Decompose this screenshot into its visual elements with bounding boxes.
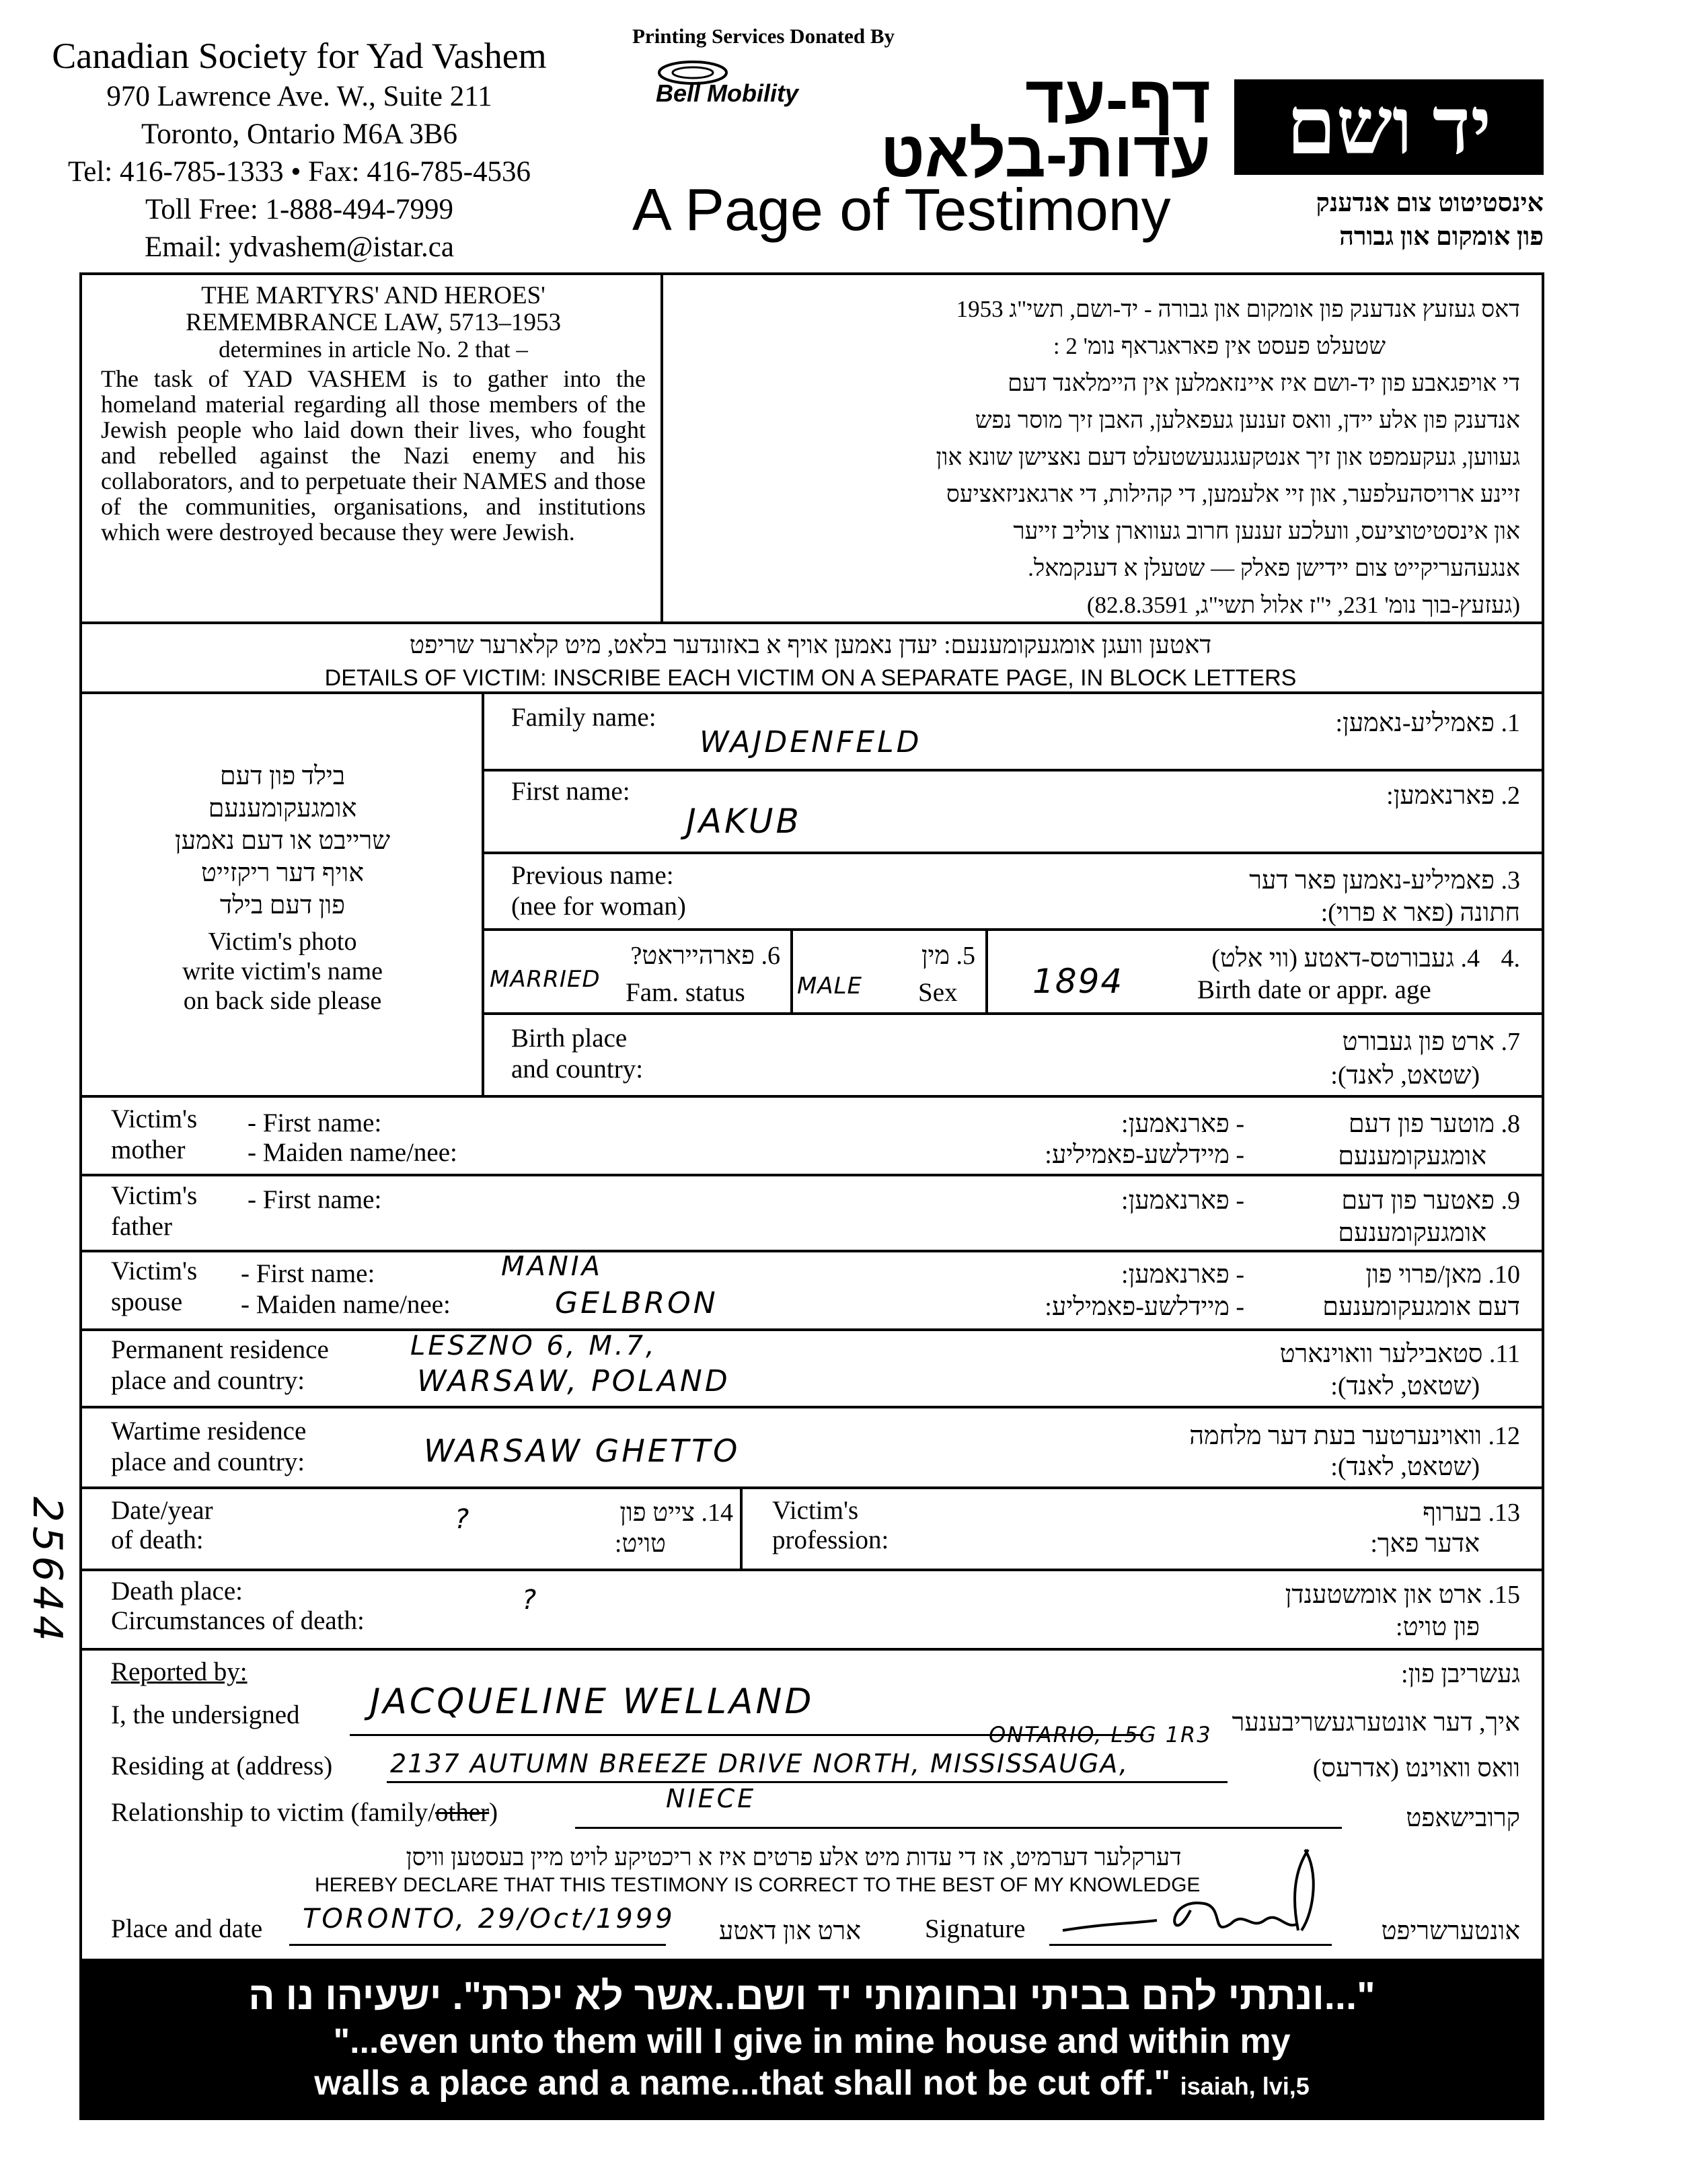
spouse-first-field[interactable]: MANIA xyxy=(501,1251,603,1282)
death-date-label: Date/year xyxy=(111,1496,213,1525)
previous-name-hebrew-2: חתונה (פאר א פרוי): xyxy=(1320,899,1520,927)
first-name-hebrew: 2. פארנאמען: xyxy=(1386,782,1520,810)
org-address1: 970 Lawrence Ave. W., Suite 211 xyxy=(106,81,492,112)
sponsor-donated: Printing Services Donated By xyxy=(632,24,895,48)
spouse-hebrew-1: 10. מאן/פרוי פון xyxy=(1365,1260,1520,1289)
stamp-number: 25644 xyxy=(24,1497,71,1645)
permanent-residence-sub-label: place and country: xyxy=(111,1366,305,1395)
scripture-banner xyxy=(79,1959,1544,2120)
fam-status-label: Fam. status xyxy=(626,978,745,1007)
father-first-label: - First name: xyxy=(248,1185,382,1214)
father-first-hebrew: - פארנאמען: xyxy=(1121,1187,1244,1215)
wartime-residence-hebrew-1: 12. וואוינערטער בעת דער מלחמה xyxy=(1189,1422,1520,1450)
photo-english-line: on back side please xyxy=(183,987,382,1015)
signature-hebrew: אונטערשריפט xyxy=(1381,1917,1520,1945)
permanent-residence-hebrew-2: (שטאט, לאנד): xyxy=(1330,1372,1480,1400)
sex-hebrew: 5. מין xyxy=(921,942,975,970)
sex-label: Sex xyxy=(918,978,958,1007)
profession-field[interactable] xyxy=(962,1507,1231,1540)
declaration-english: HEREBY DECLARE THAT THIS TESTIMONY IS CORRECT TO THE BEST OF MY KNOWLEDGE xyxy=(315,1874,1201,1896)
law-hebrew-line: אנדענק פון אלע יידן, וואס זענען געפאלען, האבן זיך מוסר נפש xyxy=(975,407,1520,433)
profession-hebrew-1: 13. בערוף xyxy=(1423,1499,1520,1527)
previous-name-label: Previous name: xyxy=(511,861,674,890)
spouse-first-label: - First name: xyxy=(241,1259,375,1288)
place-date-field[interactable]: TORONTO, 29/Oct/1999 xyxy=(303,1904,675,1934)
mother-hebrew-2: אומגעקומענעם xyxy=(1338,1142,1486,1170)
reporter-address-field[interactable]: 2137 AUTUMN BREEZE DRIVE NORTH, MISSISSAUGA, xyxy=(390,1749,1129,1778)
birth-date-field[interactable]: 1894 xyxy=(1032,962,1124,1001)
spouse-side-label-1: Victim's xyxy=(111,1256,198,1285)
law-title-2: REMEMBRANCE LAW, 5713–1953 xyxy=(186,309,561,336)
first-name-field[interactable]: JAKUB xyxy=(686,802,802,841)
signature-field[interactable] xyxy=(1049,1830,1332,1951)
org-name: Canadian Society for Yad Vashem xyxy=(52,36,547,76)
law-hebrew-line: (געזעץ-בוך נומ' 231, י"ז אלול תשי"ג, 82.8.3591) xyxy=(1086,592,1520,618)
reported-by-label: Reported by: xyxy=(111,1657,248,1686)
fam-status-hebrew: 6. פארהייראט? xyxy=(630,942,780,970)
spouse-maiden-label: - Maiden name/nee: xyxy=(241,1290,451,1319)
place-date-hebrew: ארט און דאטע xyxy=(718,1917,861,1945)
banner-hebrew: "...ונתתי להם בביתי ובחומותי יד ושם..אשר לא יכרת". ישעיהו נו ה xyxy=(248,1974,1375,2018)
law-title-3: determines in article No. 2 that – xyxy=(219,336,528,363)
details-header xyxy=(82,624,1539,693)
death-place-hebrew-1: 15. ארט און אומשטענדן xyxy=(1285,1581,1520,1609)
law-title-1: THE MARTYRS' AND HEROES' xyxy=(201,282,545,309)
wartime-residence-label: Wartime residence xyxy=(111,1417,307,1445)
profession-label: Victim's xyxy=(772,1496,859,1525)
birth-place-hebrew-1: 7. ארט פון געבורט xyxy=(1342,1028,1520,1056)
relationship-field[interactable]: NIECE xyxy=(666,1784,757,1813)
fam-status-field[interactable]: MARRIED xyxy=(490,966,601,993)
father-hebrew-1: 9. פאטער פון דעם xyxy=(1341,1187,1520,1215)
org-tollfree: Toll Free: 1-888-494-7999 xyxy=(145,194,453,225)
law-hebrew-line: שטעלט פעסט אין פאראגראף נומ' 2 : xyxy=(1053,333,1386,359)
first-name-label: First name: xyxy=(511,777,630,806)
wartime-residence-sub-label: place and country: xyxy=(111,1447,305,1476)
law-hebrew xyxy=(673,291,1520,624)
mother-maiden-hebrew: - מיידלשע-פאמיליע: xyxy=(1045,1141,1244,1169)
logo-sub-1: אינסטיטוט צום אנדענק xyxy=(1316,189,1544,217)
org-email: Email: ydvashem@istar.ca xyxy=(145,231,454,263)
photo-hebrew-line: אומגעקומענעם xyxy=(208,794,357,823)
reporter-address-extra[interactable]: ONTARIO, L5G 1R3 xyxy=(989,1722,1212,1747)
death-date-hebrew-2: טויט: xyxy=(614,1530,666,1558)
photo-english-line: write victim's name xyxy=(182,957,383,985)
declaration-hebrew: דערקלער דערמיט, אז די עדות מיט אלע פרטים איז א ריכטיקע לויט מיין בעסטען וויסן xyxy=(406,1844,1182,1871)
birth-place-hebrew-2: (שטאט, לאנד): xyxy=(1330,1061,1480,1090)
details-english: DETAILS OF VICTIM: INSCRIBE EACH VICTIM ON A SEPARATE PAGE, IN BLOCK LETTERS xyxy=(324,665,1297,691)
mother-first-label: - First name: xyxy=(248,1108,382,1137)
banner-english-1: "...even unto them will I give in mine house and within my xyxy=(333,2022,1291,2061)
birth-date-label: Birth date or appr. age xyxy=(1197,975,1431,1004)
law-english xyxy=(101,283,646,545)
birth-date-number: 4. xyxy=(1501,944,1520,973)
spouse-maiden-field[interactable]: GELBRON xyxy=(555,1286,718,1320)
details-hebrew: דאטען וועגן אומגעקומענעם: יעדן נאמען אויף א באזונדער בלאט, מיט קלארער שריפט xyxy=(409,632,1212,659)
mother-first-field[interactable] xyxy=(511,1107,888,1137)
undersigned-hebrew: איך, דער אונטערגעשריבענער xyxy=(1232,1708,1520,1737)
birth-place-label: Birth place xyxy=(511,1024,628,1053)
father-first-field[interactable] xyxy=(511,1184,888,1213)
photo-english xyxy=(94,927,471,1016)
family-name-hebrew: 1. פאמיליע-נאמען: xyxy=(1335,709,1520,737)
yad-vashem-logo xyxy=(1234,79,1544,175)
law-hebrew-line: אנגעהעריקייט צום יידישן פאלק — שטעלן א דענקמאל. xyxy=(1028,555,1520,581)
death-date-sub-label: of death: xyxy=(111,1526,204,1554)
signature-label: Signature xyxy=(925,1914,1026,1943)
death-place-label: Death place: xyxy=(111,1577,243,1606)
mother-first-hebrew: - פארנאמען: xyxy=(1121,1110,1244,1138)
logo-hebrew: יד ושם xyxy=(1286,83,1492,171)
photo-hebrew-line: אויף דער ריקזייט xyxy=(200,859,365,887)
mother-side-label-2: mother xyxy=(111,1135,186,1164)
photo-hebrew-line: שרייבט או דעם נאמען xyxy=(174,827,391,855)
reported-by-hebrew: געשריבן פון: xyxy=(1401,1660,1520,1688)
wartime-residence-hebrew-2: (שטאט, לאנד): xyxy=(1330,1453,1480,1481)
spouse-side-label-2: spouse xyxy=(111,1287,183,1316)
title-hebrew-1: דף-עד xyxy=(1024,62,1211,137)
mother-maiden-label: - Maiden name/nee: xyxy=(248,1138,457,1167)
org-block xyxy=(20,34,578,266)
sex-field[interactable]: MALE xyxy=(797,973,863,1000)
birth-date-hebrew: 4. געבורטס-דאטע (ווי אלט) xyxy=(1211,944,1480,973)
signature-scribble-icon xyxy=(1049,1830,1332,1951)
previous-name-hebrew-1: 3. פאמיליע-נאמען פאר דער xyxy=(1249,866,1520,895)
relationship-hebrew: קרובישאפט xyxy=(1406,1804,1520,1832)
death-place-sub-label: Circumstances of death: xyxy=(111,1606,365,1635)
death-place-hebrew-2: פון טויט: xyxy=(1396,1613,1480,1641)
spouse-hebrew-2: דעם אומגעקומענעם xyxy=(1322,1293,1520,1321)
relationship-other-struck: other xyxy=(435,1798,490,1827)
father-hebrew-2: אומגעקומענעם xyxy=(1338,1219,1486,1247)
permanent-residence-line2[interactable]: WARSAW, POLAND xyxy=(417,1364,730,1398)
title-hebrew-2: עדות-בלאט xyxy=(880,118,1211,190)
law-hebrew-line: די אויפגאבע פון יד-ושם איז איינזאמלען אין היימלאנד דעם xyxy=(1008,370,1520,396)
father-side-label-1: Victim's xyxy=(111,1181,198,1210)
death-date-hebrew-1: 14. צייט פון xyxy=(619,1499,733,1527)
previous-name-sub-label: (nee for woman) xyxy=(511,892,686,921)
law-body: The task of YAD VASHEM is to gather into the homeland material regarding all those members of the Jewish people who laid down their lives, who fought and rebelled against the Nazi enemy and his collaborators, and to perpetuate their NAMES and those of the communities, organisations, and institutions which were destroyed because they were Jewish. xyxy=(101,365,646,545)
logo-sub-2: פון אומקום און גבורה xyxy=(1339,223,1544,251)
photo-hebrew-line: בילד פון דעם xyxy=(219,762,346,790)
spouse-maiden-hebrew: - מיידלשע-פאמיליע: xyxy=(1045,1293,1244,1321)
residing-label: Residing at (address) xyxy=(111,1752,333,1780)
profession-sub-label: profession: xyxy=(772,1526,889,1554)
law-hebrew-line: זיינע ארויסהעלפער, און זיי אלעמען, די קהילות, די ארגאניזאציעס xyxy=(946,481,1520,507)
mother-maiden-field[interactable] xyxy=(511,1137,888,1166)
photo-english-line: Victim's photo xyxy=(208,928,357,956)
photo-hebrew xyxy=(94,760,471,921)
birth-place-sub-label: and country: xyxy=(511,1055,644,1084)
page-title: A Page of Testimony xyxy=(632,176,1171,243)
spouse-first-hebrew: - פארנאמען: xyxy=(1121,1260,1244,1289)
law-hebrew-line: דאס געזעץ אנדענק פון אומקום און גבורה - יד-ושם, תשי"ג 1953 xyxy=(956,296,1520,322)
mother-hebrew-1: 8. מוטער פון דעם xyxy=(1348,1110,1520,1138)
relationship-label xyxy=(111,1797,498,1828)
relationship-label-text: Relationship to victim (family/ xyxy=(111,1798,436,1827)
reporter-name-field[interactable]: JACQUELINE WELLAND xyxy=(370,1682,815,1722)
relationship-label-close: ) xyxy=(489,1798,498,1827)
permanent-residence-hebrew-1: 11. סטאבילער וואוינארט xyxy=(1279,1340,1520,1368)
banner-english-2-text: walls a place and a name...that shall not be cut off." xyxy=(314,2064,1171,2103)
undersigned-label: I, the undersigned xyxy=(111,1700,300,1729)
permanent-residence-label: Permanent residence xyxy=(111,1335,329,1364)
birth-place-field[interactable] xyxy=(740,1036,1009,1076)
banner-english-2 xyxy=(79,2062,1544,2107)
mother-side-label-1: Victim's xyxy=(111,1104,198,1133)
org-address2: Toronto, Ontario M6A 3B6 xyxy=(141,118,457,150)
place-date-label: Place and date xyxy=(111,1914,263,1943)
profession-hebrew-2: אדער פאך: xyxy=(1370,1530,1480,1558)
wartime-residence-field[interactable]: WARSAW GHETTO xyxy=(424,1433,741,1469)
death-place-field[interactable]: ? xyxy=(522,1585,539,1616)
father-side-label-2: father xyxy=(111,1212,172,1241)
org-phone: Tel: 416-785-1333 • Fax: 416-785-4536 xyxy=(67,156,531,188)
banner-citation: isaiah, lvi,5 xyxy=(1180,2072,1310,2100)
photo-hebrew-line: פון דעם בילד xyxy=(219,891,346,919)
residing-hebrew: וואס וואוינט (אדרעס) xyxy=(1312,1754,1520,1782)
permanent-residence-line1[interactable]: LESZNO 6, M.7, xyxy=(410,1330,657,1361)
law-hebrew-line: געווען, געקעמפט און זיך אנטקעגנגעשטעלט דעם נאצישן שונא און xyxy=(936,444,1520,470)
death-date-field[interactable]: ? xyxy=(455,1504,472,1535)
family-name-field[interactable]: WAJDENFELD xyxy=(700,725,922,759)
bell-mobility-text: Bell Mobility xyxy=(656,79,799,107)
law-hebrew-line: און אינסטיטוציעס, וועלכע זענען חרוב געווארן צוליב זייער xyxy=(1013,518,1520,544)
family-name-label: Family name: xyxy=(511,703,656,732)
